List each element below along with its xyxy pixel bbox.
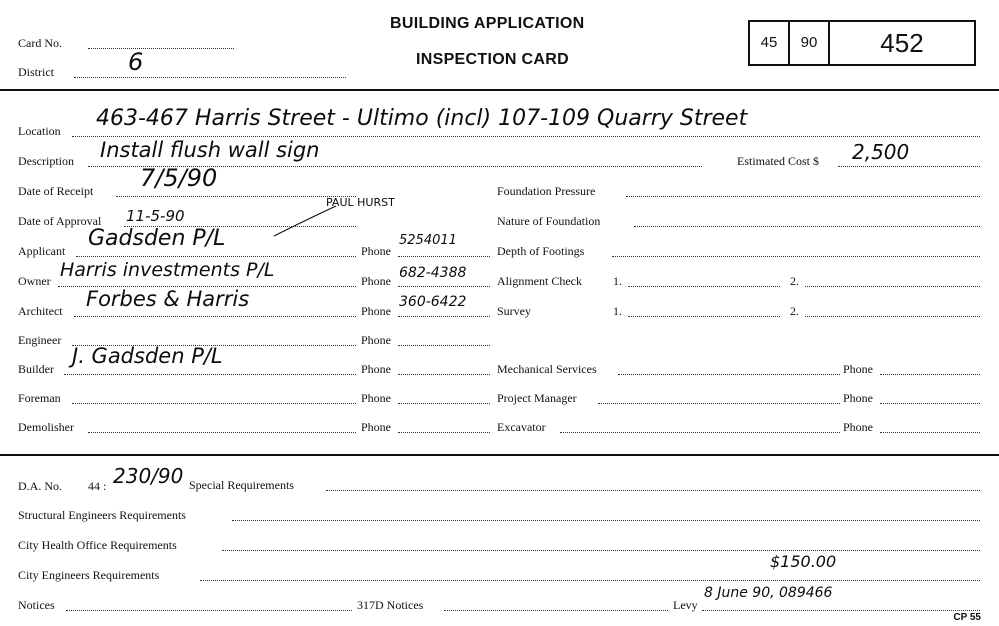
notices-label: Notices bbox=[18, 598, 55, 612]
demolisher-label: Demolisher bbox=[18, 420, 74, 434]
special-requirements-field[interactable] bbox=[326, 490, 980, 491]
foreman-label: Foreman bbox=[18, 391, 61, 405]
annotation-arrow bbox=[270, 200, 340, 240]
architect-phone-label: Phone bbox=[361, 304, 391, 318]
survey-label: Survey bbox=[497, 304, 531, 318]
demolisher-phone-field[interactable] bbox=[398, 432, 490, 433]
project-manager-phone-field[interactable] bbox=[880, 403, 980, 404]
excavator-label: Excavator bbox=[497, 420, 546, 434]
demolisher-field[interactable] bbox=[88, 432, 356, 433]
foreman-phone-label: Phone bbox=[361, 391, 391, 405]
owner-label: Owner bbox=[18, 274, 51, 288]
mechanical-services-field[interactable] bbox=[618, 374, 840, 375]
box-1-value: 45 bbox=[760, 34, 778, 51]
location-label: Location bbox=[18, 124, 61, 138]
health-requirements-label: City Health Office Requirements bbox=[18, 538, 177, 552]
mechanical-services-label: Mechanical Services bbox=[497, 362, 597, 376]
excavator-phone-field[interactable] bbox=[880, 432, 980, 433]
alignment-check-num1: 1. bbox=[613, 274, 622, 288]
builder-field[interactable] bbox=[64, 374, 356, 375]
project-manager-field[interactable] bbox=[598, 403, 840, 404]
mechanical-phone-field[interactable] bbox=[880, 374, 980, 375]
project-manager-label: Project Manager bbox=[497, 391, 577, 405]
location-value: 463-467 Harris Street - Ultimo (incl) 107-109 Quarry Street bbox=[96, 106, 748, 131]
applicant-field[interactable] bbox=[76, 256, 356, 257]
nature-foundation-field[interactable] bbox=[634, 226, 980, 227]
foundation-pressure-field[interactable] bbox=[626, 196, 980, 197]
da-no-value: 230/90 bbox=[113, 464, 184, 488]
da-no-label: D.A. No. bbox=[18, 479, 62, 493]
da-no-prefix: 44 : bbox=[88, 479, 107, 493]
notices-317d-label: 317D Notices bbox=[357, 598, 424, 612]
alignment-check-num2: 2. bbox=[790, 274, 799, 288]
demolisher-phone-label: Phone bbox=[361, 420, 391, 434]
architect-label: Architect bbox=[18, 304, 63, 318]
levy-value: 8 June 90, 089466 bbox=[704, 585, 833, 601]
foreman-phone-field[interactable] bbox=[398, 403, 490, 404]
depth-footings-label: Depth of Footings bbox=[497, 244, 585, 258]
district-label: District bbox=[18, 65, 54, 79]
date-approval-value: 11-5-90 bbox=[126, 207, 185, 225]
owner-value: Harris investments P/L bbox=[60, 259, 275, 281]
structural-requirements-field[interactable] bbox=[232, 520, 980, 521]
box-2-value: 90 bbox=[800, 34, 818, 51]
estimated-cost-label: Estimated Cost $ bbox=[737, 154, 819, 168]
district-value: 6 bbox=[128, 48, 144, 76]
levy-field[interactable] bbox=[702, 610, 980, 611]
card-number-boxes bbox=[748, 20, 976, 66]
date-receipt-label: Date of Receipt bbox=[18, 184, 94, 198]
survey-num1: 1. bbox=[613, 304, 622, 318]
architect-phone-value: 360-6422 bbox=[399, 294, 467, 310]
date-approval-label: Date of Approval bbox=[18, 214, 102, 228]
depth-footings-field[interactable] bbox=[612, 256, 980, 257]
applicant-phone-label: Phone bbox=[361, 244, 391, 258]
location-field[interactable] bbox=[72, 136, 980, 137]
card-no-field[interactable] bbox=[88, 48, 234, 49]
estimated-cost-value: 2,500 bbox=[852, 140, 910, 164]
applicant-label: Applicant bbox=[18, 244, 66, 258]
estimated-cost-field[interactable] bbox=[838, 166, 980, 167]
engineer-label: Engineer bbox=[18, 333, 62, 347]
description-label: Description bbox=[18, 154, 74, 168]
box-3-value: 452 bbox=[880, 28, 924, 58]
alignment-check-label: Alignment Check bbox=[497, 274, 582, 288]
section-divider bbox=[0, 454, 999, 456]
architect-phone-field[interactable] bbox=[398, 316, 490, 317]
project-manager-phone-label: Phone bbox=[843, 391, 873, 405]
levy-label: Levy bbox=[673, 598, 698, 612]
applicant-phone-value: 5254011 bbox=[399, 233, 457, 248]
engineers-requirements-field[interactable] bbox=[200, 580, 980, 581]
notices-field[interactable] bbox=[66, 610, 352, 611]
survey-field-2[interactable] bbox=[805, 316, 980, 317]
architect-value: Forbes & Harris bbox=[86, 287, 250, 311]
date-receipt-value: 7/5/90 bbox=[140, 164, 218, 192]
title-line2: INSPECTION CARD bbox=[416, 51, 569, 68]
card-code: CP 55 bbox=[953, 612, 981, 623]
applicant-value: Gadsden P/L bbox=[88, 226, 226, 251]
foreman-field[interactable] bbox=[72, 403, 356, 404]
foundation-pressure-label: Foundation Pressure bbox=[497, 184, 596, 198]
survey-num2: 2. bbox=[790, 304, 799, 318]
builder-phone-label: Phone bbox=[361, 362, 391, 376]
excavator-phone-label: Phone bbox=[843, 420, 873, 434]
owner-phone-field[interactable] bbox=[398, 286, 490, 287]
builder-value: J. Gadsden P/L bbox=[72, 344, 223, 368]
date-receipt-field[interactable] bbox=[116, 196, 356, 197]
engineers-requirements-label: City Engineers Requirements bbox=[18, 568, 160, 582]
applicant-phone-field[interactable] bbox=[398, 256, 490, 257]
district-field[interactable] bbox=[74, 77, 346, 78]
owner-phone-value: 682-4388 bbox=[399, 265, 467, 281]
approver-annotation: PAUL HURST bbox=[326, 196, 395, 209]
excavator-field[interactable] bbox=[560, 432, 840, 433]
title-line1: BUILDING APPLICATION bbox=[390, 15, 585, 32]
builder-phone-field[interactable] bbox=[398, 374, 490, 375]
builder-label: Builder bbox=[18, 362, 54, 376]
engineer-phone-field[interactable] bbox=[398, 345, 490, 346]
alignment-check-field-1[interactable] bbox=[628, 286, 780, 287]
survey-field-1[interactable] bbox=[628, 316, 780, 317]
engineer-phone-label: Phone bbox=[361, 333, 391, 347]
health-requirements-field[interactable] bbox=[222, 550, 980, 551]
nature-foundation-label: Nature of Foundation bbox=[497, 214, 601, 228]
engineers-requirements-value: $150.00 bbox=[770, 552, 837, 571]
special-requirements-label: Special Requirements bbox=[189, 478, 294, 492]
description-value: Install flush wall sign bbox=[100, 138, 320, 162]
alignment-check-field-2[interactable] bbox=[805, 286, 980, 287]
card-no-label: Card No. bbox=[18, 36, 62, 50]
structural-requirements-label: Structural Engineers Requirements bbox=[18, 508, 186, 522]
owner-phone-label: Phone bbox=[361, 274, 391, 288]
architect-field[interactable] bbox=[74, 316, 356, 317]
header-divider bbox=[0, 89, 999, 91]
notices-317d-field[interactable] bbox=[444, 610, 668, 611]
mechanical-phone-label: Phone bbox=[843, 362, 873, 376]
